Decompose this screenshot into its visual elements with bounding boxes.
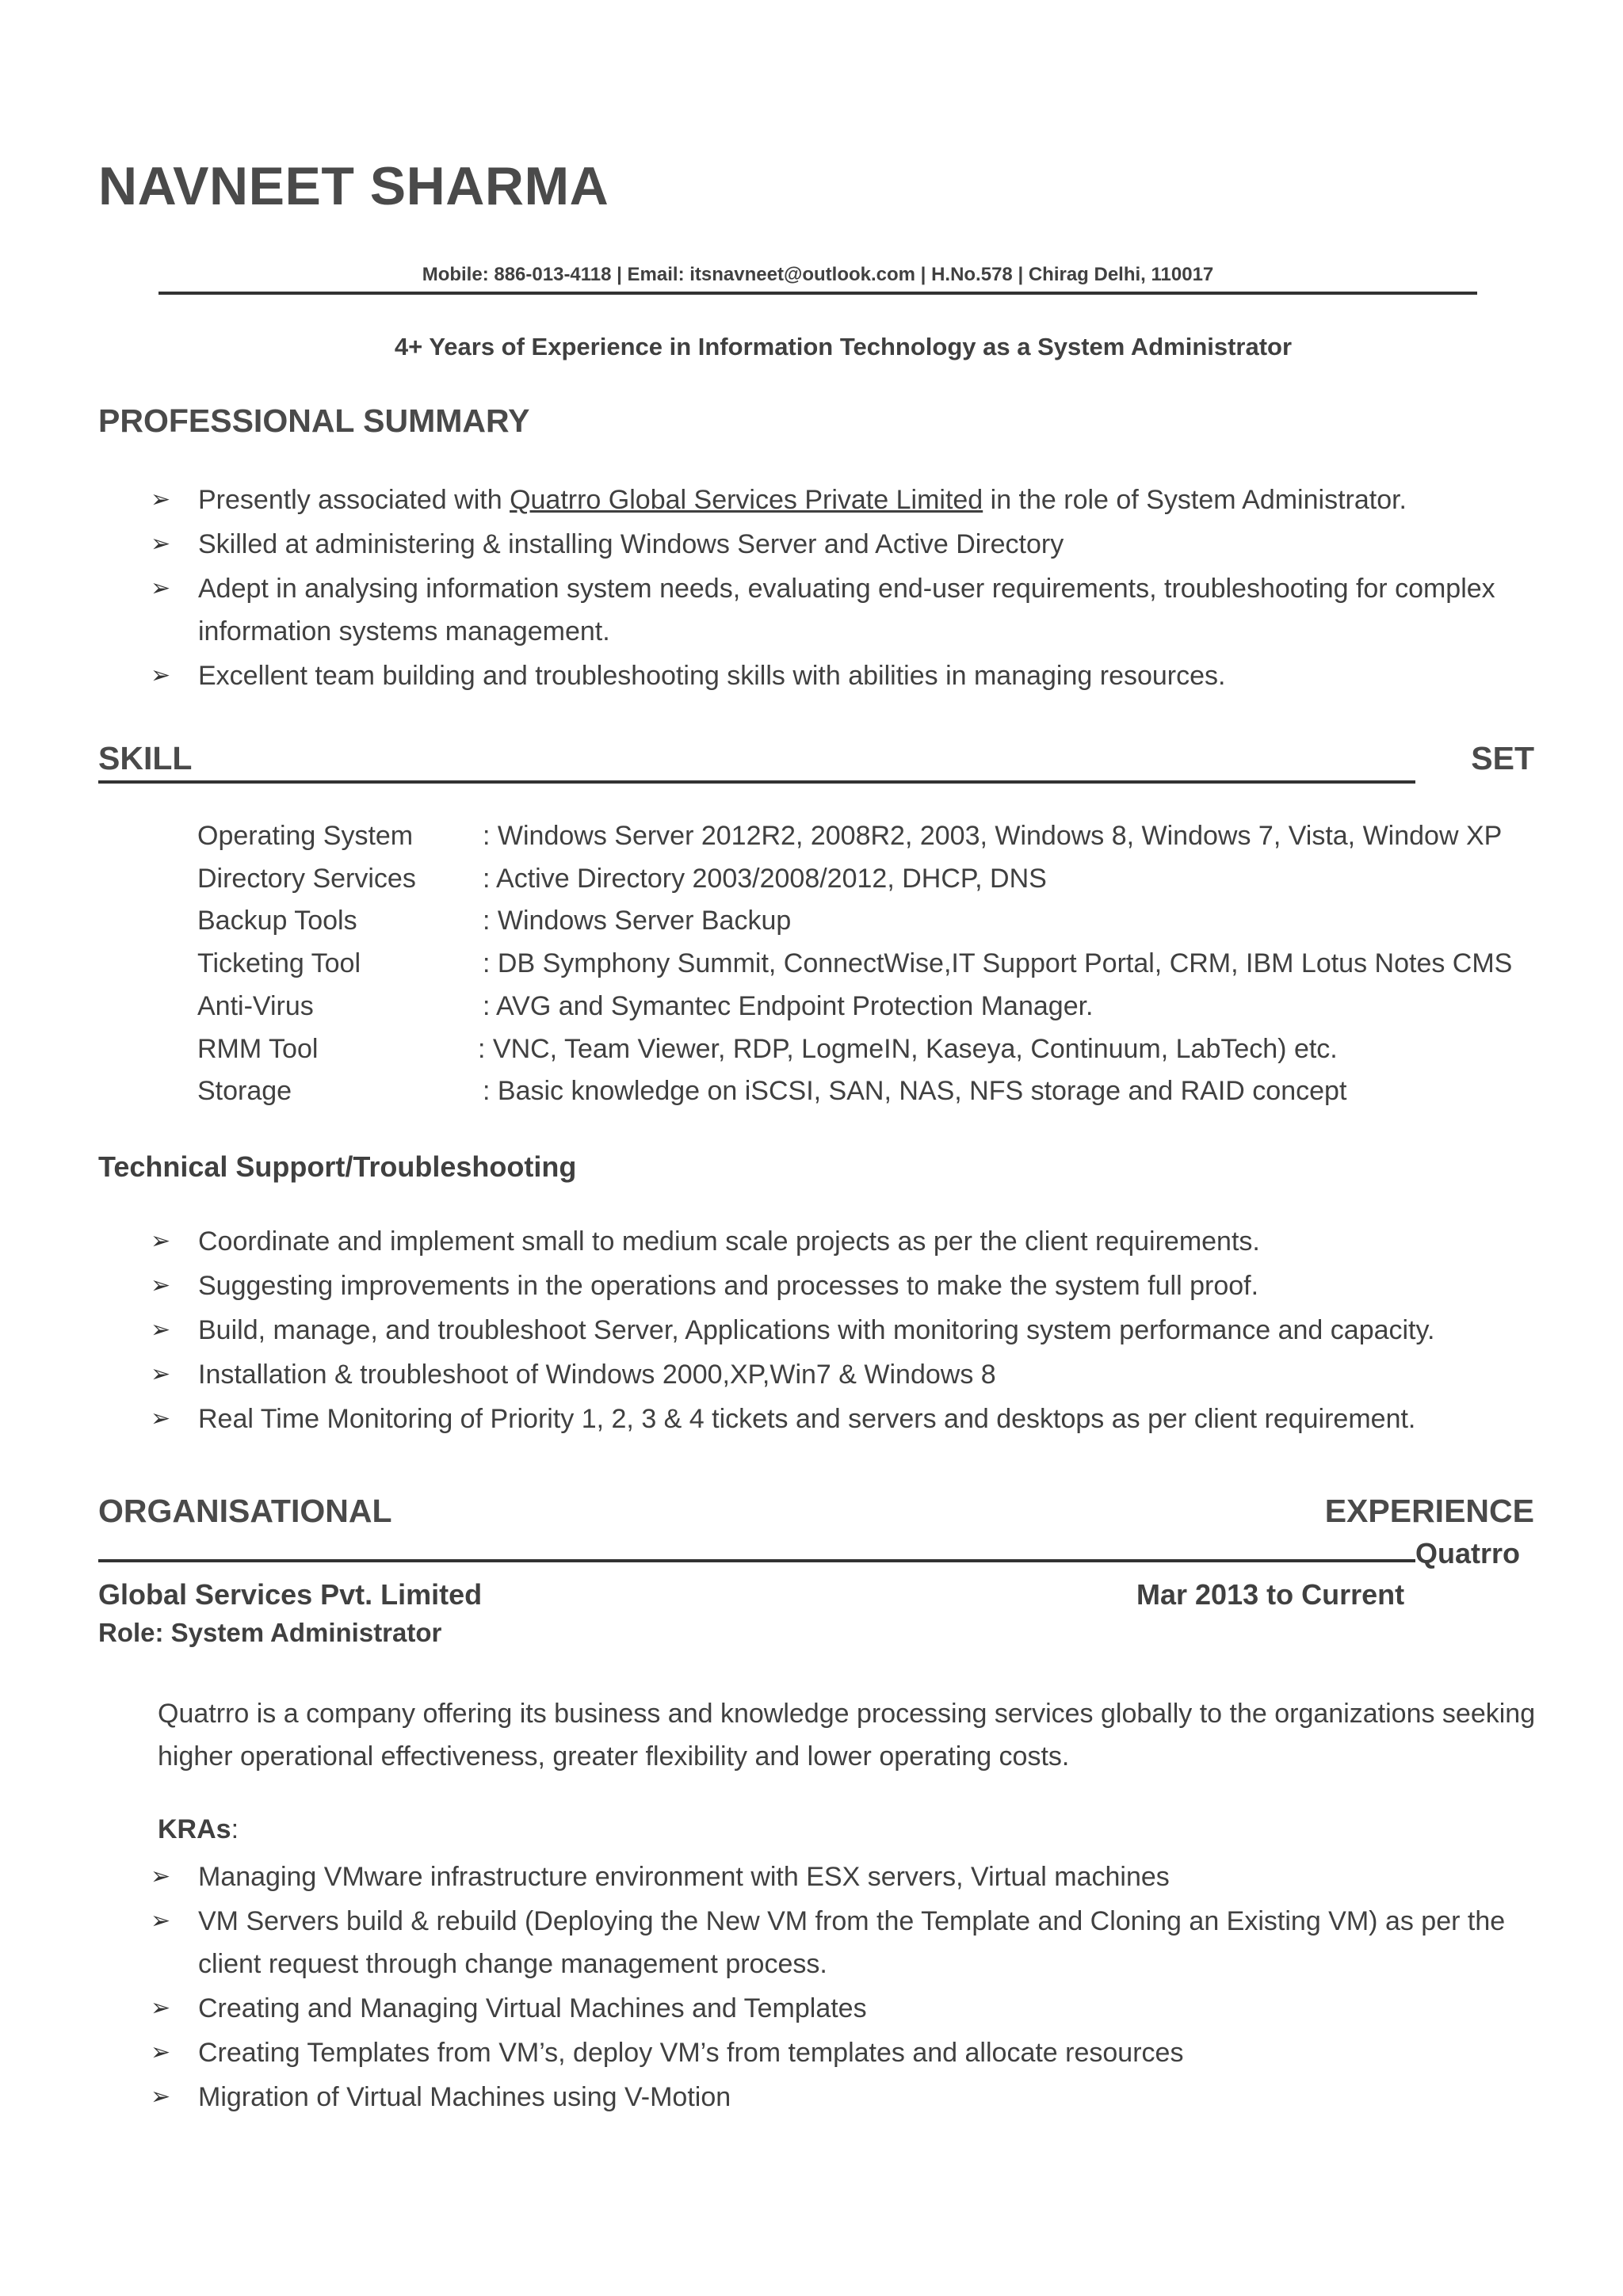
skill-row-storage xyxy=(197,1076,1346,1107)
skill-divider xyxy=(98,780,1415,784)
kras-colon: : xyxy=(231,1814,239,1844)
list-item xyxy=(151,1987,1545,2030)
kras-label: KRAs xyxy=(158,1814,231,1844)
experience-heading: EXPERIENCE xyxy=(1324,1493,1534,1529)
skill-label: Storage xyxy=(197,1076,292,1106)
company-link[interactable]: Quatrro Global Services Private Limited xyxy=(510,485,983,515)
list-item xyxy=(151,1900,1545,1985)
arrow-bullet-icon: ➢ xyxy=(151,662,171,688)
set-heading: SET xyxy=(1471,740,1534,776)
kra-text: VM Servers build & rebuild (Deploying the New VM from the Template and Cloning an Existing VM) as per the client request through change management process. xyxy=(198,1906,1506,1979)
tech-support-text: Build, manage, and troubleshoot Server, Applications with monitoring system performance and capacity. xyxy=(198,1315,1435,1345)
list-item xyxy=(151,567,1545,653)
experience-divider xyxy=(98,1559,1415,1562)
company-name-part1: Quatrro xyxy=(1415,1537,1521,1569)
header-divider xyxy=(158,292,1477,295)
kras-list xyxy=(151,1855,1545,2120)
kras-label-row xyxy=(158,1814,239,1845)
skill-row-ticketing xyxy=(197,948,1512,979)
arrow-bullet-icon: ➢ xyxy=(151,1272,171,1299)
list-item xyxy=(151,1264,1545,1307)
list-item xyxy=(151,523,1545,566)
arrow-bullet-icon: ➢ xyxy=(151,1405,171,1432)
role-title: Role: System Administrator xyxy=(98,1618,442,1647)
skill-row-antivirus xyxy=(197,991,1094,1022)
skill-label: Anti-Virus xyxy=(197,991,314,1021)
skill-row-directory xyxy=(197,864,1047,894)
skill-row-os xyxy=(197,821,1502,852)
tech-support-list xyxy=(151,1220,1545,1442)
summary-list xyxy=(151,479,1545,699)
kra-text: Creating and Managing Virtual Machines and Templates xyxy=(198,1993,867,2023)
skill-value: : Basic knowledge on iSCSI, SAN, NAS, NFS storage and RAID concept xyxy=(483,1076,1347,1106)
professional-summary-heading: PROFESSIONAL SUMMARY xyxy=(98,402,530,439)
arrow-bullet-icon: ➢ xyxy=(151,2039,171,2065)
summary-text: Adept in analysing information system needs, evaluating end-user requirements, troubleshooting for complex information systems management. xyxy=(198,574,1495,646)
employment-dates: Mar 2013 to Current xyxy=(1136,1578,1405,1611)
tech-support-heading: Technical Support/Troubleshooting xyxy=(98,1150,577,1183)
skill-label: Ticketing Tool xyxy=(197,948,361,978)
skill-row-rmm xyxy=(197,1034,1338,1065)
list-item xyxy=(151,1855,1545,1898)
list-item xyxy=(151,1220,1545,1263)
arrow-bullet-icon: ➢ xyxy=(151,1228,171,1254)
skill-value: : Windows Server 2012R2, 2008R2, 2003, Windows 8, Windows 7, Vista, Window XP xyxy=(483,821,1503,851)
kra-text: Migration of Virtual Machines using V-Motion xyxy=(198,2082,731,2112)
arrow-bullet-icon: ➢ xyxy=(151,1908,171,1934)
kra-text: Managing VMware infrastructure environment with ESX servers, Virtual machines xyxy=(198,1862,1170,1892)
skill-row-backup xyxy=(197,906,791,936)
summary-text: in the role of System Administrator. xyxy=(983,485,1407,515)
skill-label: Operating System xyxy=(197,821,414,851)
list-item xyxy=(151,2031,1545,2074)
skill-heading: SKILL xyxy=(98,740,193,776)
arrow-bullet-icon: ➢ xyxy=(151,1361,171,1387)
list-item xyxy=(151,2076,1545,2119)
tagline: 4+ Years of Experience in Information Technology as a System Administrator xyxy=(394,333,1293,360)
contact-line: Mobile: 886-013-4118 | Email: itsnavneet@outlook.com | H.No.578 | Chirag Delhi, 110017 xyxy=(422,264,1214,285)
list-item xyxy=(151,1353,1545,1396)
tech-support-text: Coordinate and implement small to medium scale projects as per the client requirements. xyxy=(198,1226,1260,1257)
skill-value: : VNC, Team Viewer, RDP, LogmeIN, Kaseya, Continuum, LabTech) etc. xyxy=(478,1034,1338,1064)
list-item xyxy=(151,1398,1545,1440)
tech-support-text: Installation & troubleshoot of Windows 2000,XP,Win7 & Windows 8 xyxy=(198,1360,996,1390)
company-description: Quatrro is a company offering its business and knowledge processing services globally to the organizations seeking higher operational effectiveness, greater flexibility and lower operating costs. xyxy=(158,1699,1536,1772)
skill-value: : Windows Server Backup xyxy=(483,906,792,936)
tech-support-text: Real Time Monitoring of Priority 1, 2, 3 & 4 tickets and servers and desktops as per client requirement. xyxy=(198,1404,1416,1434)
skill-value: : Active Directory 2003/2008/2012, DHCP, DNS xyxy=(483,864,1047,894)
summary-text: Skilled at administering & installing Windows Server and Active Directory xyxy=(198,529,1064,559)
arrow-bullet-icon: ➢ xyxy=(151,575,171,601)
list-item xyxy=(151,1309,1545,1352)
tech-support-text: Suggesting improvements in the operations and processes to make the system full proof. xyxy=(198,1271,1259,1301)
candidate-name: NAVNEET SHARMA xyxy=(98,156,609,216)
arrow-bullet-icon: ➢ xyxy=(151,1995,171,2021)
list-item xyxy=(151,479,1545,521)
skill-value: : AVG and Symantec Endpoint Protection Manager. xyxy=(483,991,1094,1021)
skill-label: Directory Services xyxy=(197,864,416,894)
skill-label: RMM Tool xyxy=(197,1034,319,1064)
kra-text: Creating Templates from VM’s, deploy VM’s from templates and allocate resources xyxy=(198,2038,1184,2068)
arrow-bullet-icon: ➢ xyxy=(151,1317,171,1343)
organisational-heading: ORGANISATIONAL xyxy=(98,1493,392,1529)
skill-value: : DB Symphony Summit, ConnectWise,IT Support Portal, CRM, IBM Lotus Notes CMS xyxy=(483,948,1513,978)
list-item xyxy=(151,654,1545,697)
summary-text: Presently associated with xyxy=(198,485,510,515)
company-name-part2: Global Services Pvt. Limited xyxy=(98,1578,483,1611)
arrow-bullet-icon: ➢ xyxy=(151,486,171,513)
summary-text: Excellent team building and troubleshooting skills with abilities in managing resources. xyxy=(198,661,1226,691)
arrow-bullet-icon: ➢ xyxy=(151,531,171,557)
arrow-bullet-icon: ➢ xyxy=(151,1863,171,1890)
arrow-bullet-icon: ➢ xyxy=(151,2084,171,2110)
skill-label: Backup Tools xyxy=(197,906,357,936)
